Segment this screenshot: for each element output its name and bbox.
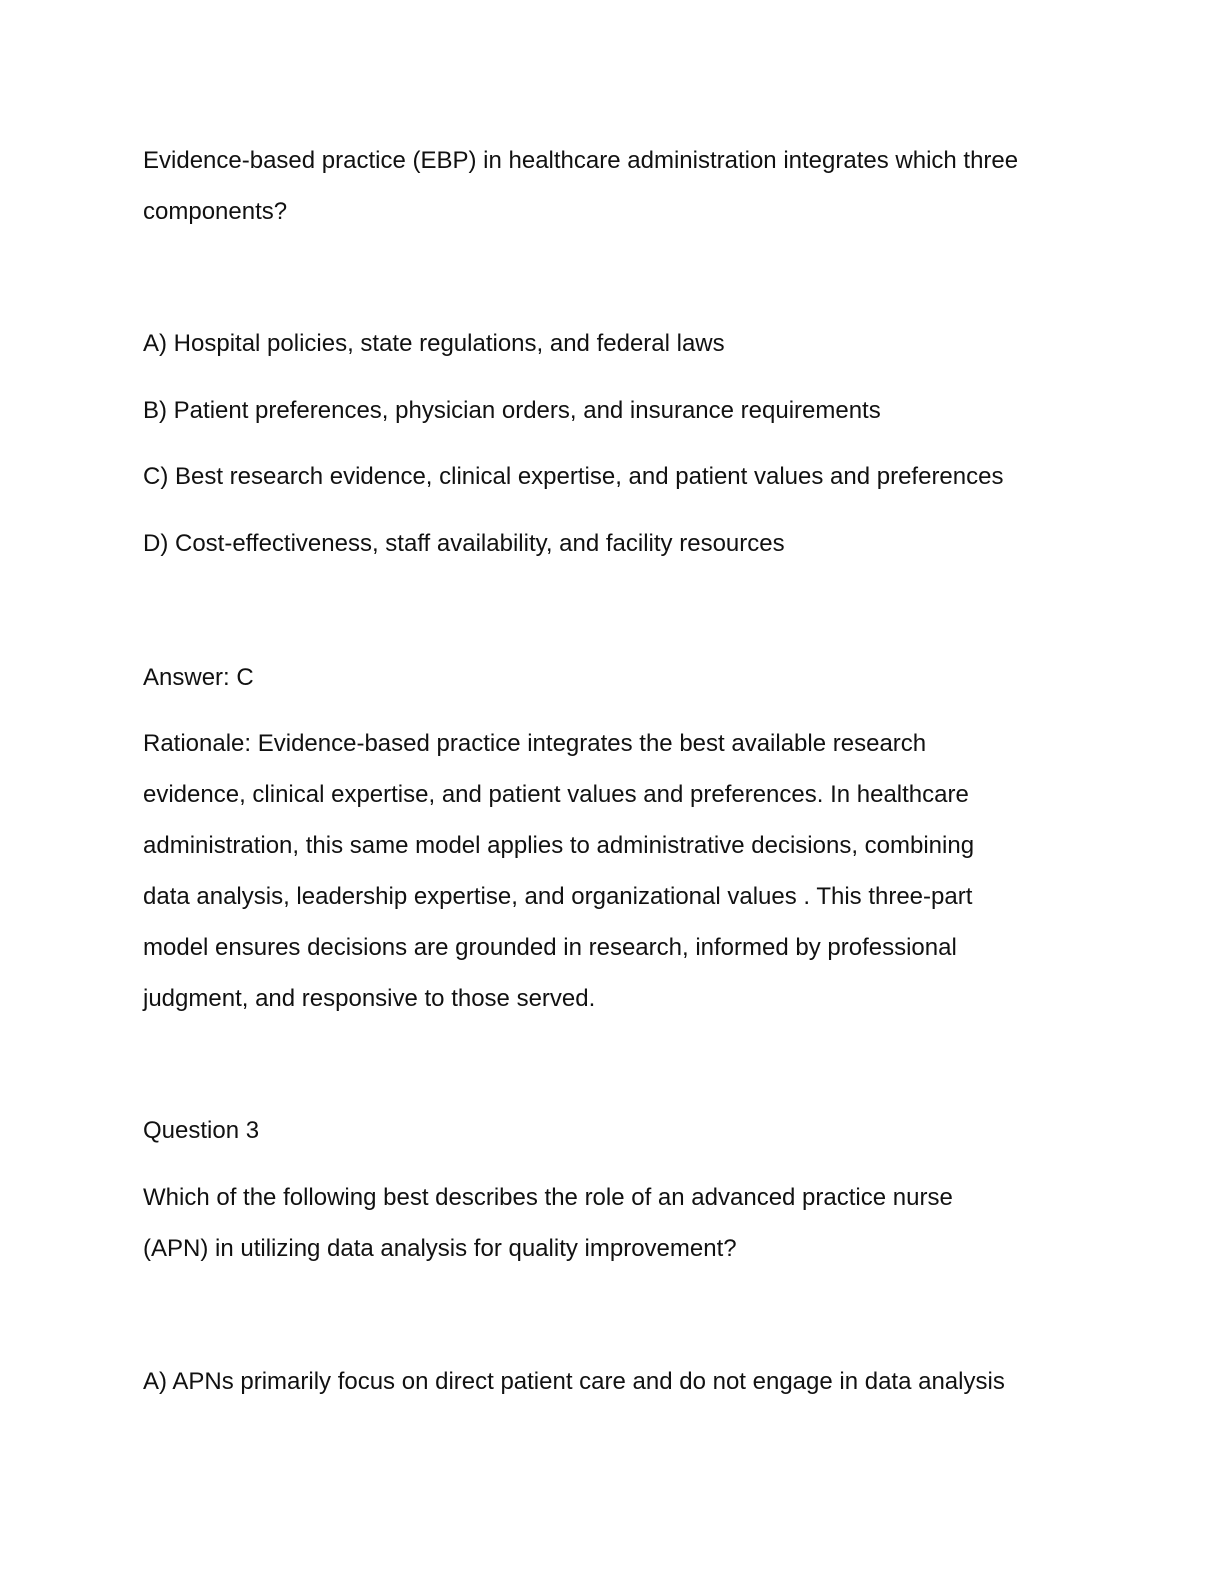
question-3-stem bbox=[143, 1172, 953, 1274]
question-2-option-c: C) Best research evidence, clinical expertise, and patient values and preferences bbox=[143, 463, 1004, 490]
rationale-line: model ensures decisions are grounded in research, informed by professional bbox=[143, 934, 957, 961]
question-2-option-b: B) Patient preferences, physician orders, and insurance requirements bbox=[143, 397, 881, 424]
question-2-rationale bbox=[143, 718, 974, 1024]
question-3-option-a: A) APNs primarily focus on direct patient care and do not engage in data analysis bbox=[143, 1368, 1005, 1395]
question-2-stem-line: components? bbox=[143, 198, 288, 225]
question-3-heading: Question 3 bbox=[143, 1117, 260, 1144]
question-2-stem-line: Evidence-based practice (EBP) in healthcare administration integrates which three bbox=[143, 147, 1019, 174]
rationale-line: administration, this same model applies to administrative decisions, combining bbox=[143, 832, 975, 859]
rationale-line: data analysis, leadership expertise, and organizational values . This three-part bbox=[143, 883, 973, 910]
question-2-option-a: A) Hospital policies, state regulations, and federal laws bbox=[143, 330, 725, 357]
question-2-answer: Answer: C bbox=[143, 664, 254, 691]
question-3-stem-line: Which of the following best describes the role of an advanced practice nurse bbox=[143, 1184, 953, 1211]
rationale-line: judgment, and responsive to those served. bbox=[143, 985, 596, 1012]
rationale-line: evidence, clinical expertise, and patient values and preferences. In healthcare bbox=[143, 781, 969, 808]
question-2-stem bbox=[143, 135, 1018, 237]
question-3-stem-line: (APN) in utilizing data analysis for quality improvement? bbox=[143, 1235, 737, 1262]
rationale-line: Rationale: Evidence-based practice integrates the best available research bbox=[143, 730, 927, 757]
question-2-option-d: D) Cost-effectiveness, staff availability, and facility resources bbox=[143, 530, 785, 557]
